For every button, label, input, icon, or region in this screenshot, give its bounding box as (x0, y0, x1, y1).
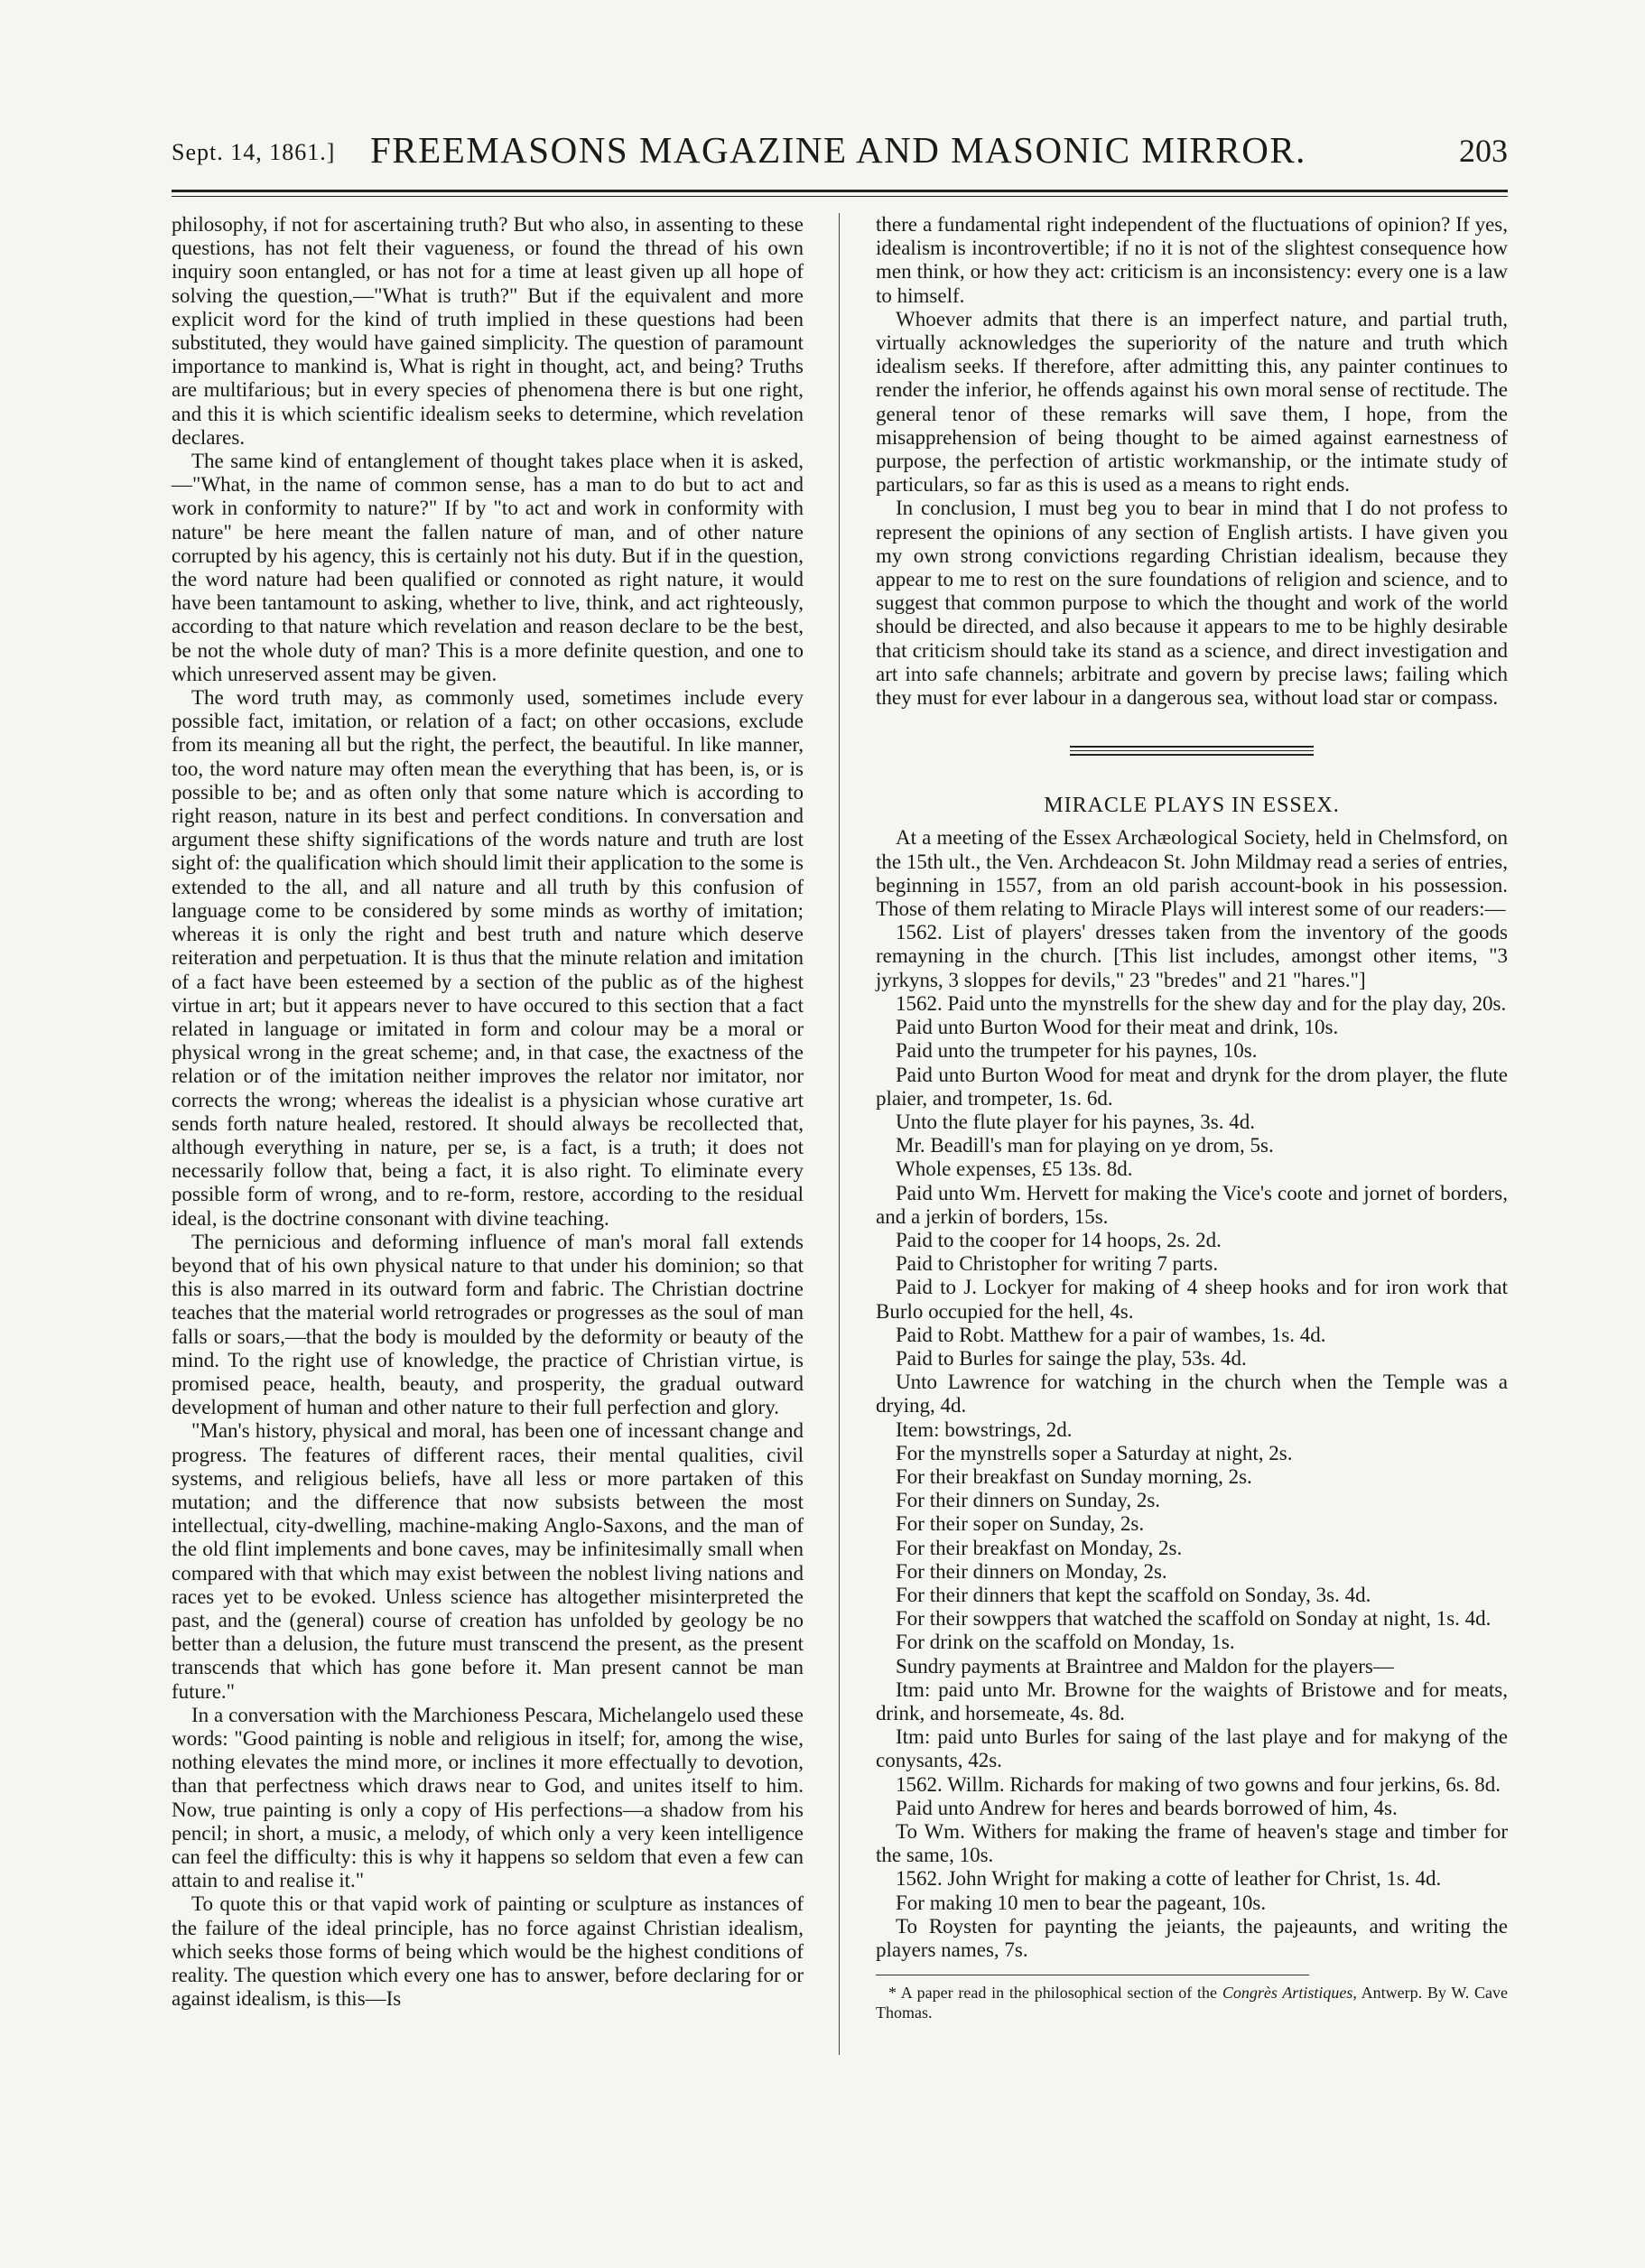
section-title: MIRACLE PLAYS IN ESSEX. (1044, 794, 1340, 818)
paragraph: there a fundamental right independent of the fluctuations of opinion? If yes, idealism is incontrovertible; if no it is not of the slightest consequence how men think, or how they act: criticism is an inconsistency: every one is a law to himself. (876, 213, 1508, 307)
account-entry: Paid unto Andrew for heres and beards borrowed of him, 4s. (896, 1796, 1398, 1819)
masthead-rule-thin (172, 196, 1508, 197)
account-entry: Paid to Burles for sainge the play, 53s. 4d. (896, 1346, 1247, 1370)
account-entry: Paid to J. Lockyer for making of 4 sheep hooks and for iron work that Burlo occupied for the hell, 4s. (876, 1276, 1508, 1323)
account-entry: For their dinners on Monday, 2s. (896, 1559, 1167, 1583)
account-entry: For their breakfast on Monday, 2s. (896, 1536, 1183, 1559)
left-column (172, 213, 804, 2011)
account-entry: For drink on the scaffold on Monday, 1s. (896, 1631, 1235, 1654)
paragraph: The word truth may, as commonly used, sometimes include every possible fact, imitation, or relation of a fact; on other occasions, exclude from its meaning all but the right, the perfect, the beautiful. In like manner, too, the word nature may often mean the everything that has been, is, or is possible to be; and as often only that some nature which is according to right reason, nature in its best and perfect conditions. In conversation and argument these shifty significations of the words nature and truth are lost sight of: the qualification which should limit their application to the some is extended to the all, and all nature and all truth by this confusion of language come to be considered by some minds as worthy of imitation; whereas it is only the right and best truth and nature which deserve reiteration and perpetuation. It is thus that the minute relation and imitation of a fact have been esteemed by a section of the public as of the highest virtue in art; but it appears never to have occured to this section that a fact related in language or imitated in form and colour may be a moral or physical wrong in the great scheme; and, in that case, the exactness of the relation or of the imitation neither improves the relator nor imitator, nor corrects the wrong; whereas the idealist is a physician whose curative art sends forth nature healed, restored. It should always be recollected that, although everything in nature, per se, is a fact, is a truth; it does not necessarily follow that, being a fact, it is also right. To eliminate every possible form of wrong, and to re-form, restore, according to the residual ideal, is the doctrine consonant with divine teaching. (172, 686, 804, 1230)
account-entry: Sundry payments at Braintree and Maldon for the players— (896, 1654, 1394, 1678)
account-entry: Unto the flute player for his paynes, 3s. 4d. (896, 1110, 1255, 1133)
account-entry: To Wm. Withers for making the frame of heaven's stage and timber for the same, 10s. (876, 1820, 1508, 1867)
account-entry: To Roysten for paynting the jeiants, the pajeaunts, and writing the players names, 7s. (876, 1914, 1508, 1962)
page-number: 203 (1459, 133, 1508, 169)
footnote (876, 1983, 1508, 2022)
account-entry: Paid to Robt. Matthew for a pair of wambes, 1s. 4d. (896, 1323, 1326, 1346)
footnote-prefix: * A paper read in the philosophical section of the (888, 1984, 1222, 2003)
account-entry: 1562. Willm. Richards for making of two gowns and four jerkins, 6s. 8d. (896, 1772, 1501, 1796)
column-divider (839, 213, 840, 2055)
account-entry: Paid to Christopher for writing 7 parts. (896, 1252, 1219, 1276)
account-entry: Paid unto Burton Wood for their meat and drink, 10s. (896, 1016, 1339, 1039)
issue-date: Sept. 14, 1861.] (172, 139, 336, 165)
account-entry: For their breakfast on Sunday morning, 2s. (896, 1464, 1252, 1488)
account-entry: Paid unto the trumpeter for his paynes, 10s. (896, 1039, 1258, 1063)
account-entry: Paid unto Burton Wood for meat and drynk for the drom player, the flute plaier, and trompeter, 1s. 6d. (876, 1063, 1508, 1110)
account-entry: Itm: paid unto Mr. Browne for the waights of Bristowe and for meats, drink, and horsemeate, 4s. 8d. (876, 1678, 1508, 1724)
masthead-rule (172, 190, 1508, 192)
account-entry: Mr. Beadill's man for playing on ye drom, 5s. (896, 1134, 1274, 1157)
account-entry: Whole expenses, £5 13s. 8d. (896, 1157, 1133, 1181)
paragraph: Whoever admits that there is an imperfect nature, and partial truth, virtually acknowledges the superiority of the nature and truth which idealism seeks. If therefore, after admitting this, any painter continues to render the inferior, he offends against his own moral sense of rectitude. The general tenor of these remarks will save them, I hope, from the misapprehension of being thought to be aimed against earnestness of purpose, the perfection of artistic workmanship, or the intimate study of particulars, so far as this is used as a means to right ends. (876, 307, 1508, 497)
account-entry: For the mynstrells soper a Saturday at night, 2s. (896, 1441, 1293, 1464)
footnote-italic: Congrès Artistiques (1222, 1984, 1353, 2003)
account-entries (876, 921, 1508, 1962)
paragraph: The pernicious and deforming influence of man's moral fall extends beyond that of his own physical nature to that under his dominion; so that this is also marred in its outward form and fabric. The Christian doctrine teaches that the material world retrogrades or progresses as the soul of man falls or soars,—that the body is moulded by the deformity or beauty of the mind. To the right use of knowledge, the practice of Christian virtue, is promised peace, health, beauty, and prosperity, the gradual outward development of human and other nature to their full perfection and glory. (172, 1230, 804, 1419)
account-entry: 1562. List of players' dresses taken from the inventory of the goods remayning in the church. [This list includes, amongst other items, "3 jyrkyns, 3 sloppes for devils," 23 "bredes" and 21 "hares."] (876, 921, 1508, 991)
paragraph: "Man's history, physical and moral, has been one of incessant change and progress. The features of different races, their mental qualities, civil systems, and religious beliefs, have all less or more partaken of this mutation; and the difference that now subsists between the most intellectual, city-dwelling, machine-making Anglo-Saxons, and the man of the old flint implements and bone caves, may be infinitesimally small when compared with that which may exist between the noblest living nations and races yet to be evoked. Unless science has altogether misinterpreted the past, and the (general) course of creation has unfolded by geology be no better than a delusion, the future must transcend the present, as the present transcends that which has gone before it. Man present cannot be man future." (172, 1419, 804, 1703)
account-entry: For their dinners on Sunday, 2s. (896, 1489, 1161, 1512)
account-entry: 1562. Paid unto the mynstrells for the shew day and for the play day, 20s. (896, 991, 1507, 1015)
account-entry: For their dinners that kept the scaffold on Sonday, 3s. 4d. (896, 1583, 1371, 1606)
publication-title: FREEMASONS MAGAZINE AND MASONIC MIRROR. (370, 129, 1306, 171)
account-entry: Unto Lawrence for watching in the church when the Temple was a drying, 4d. (876, 1371, 1508, 1418)
section-separator (1070, 746, 1314, 756)
paragraph: In a conversation with the Marchioness Pescara, Michelangelo used these words: "Good painting is noble and religious in itself; for, among the wise, nothing elevates the mind more, or inclines it more effectually to devotion, than that perfectness which draws near to God, and unites itself to him. Now, true painting is only a copy of His perfections—a shadow from his pencil; in short, a music, a melody, of which only a very keen intelligence can feel the difficulty: this is why it happens so seldom that even a few can attain to and realise it." (172, 1703, 804, 1892)
paragraph: philosophy, if not for ascertaining truth? But who also, in assenting to these questions, has not felt their vagueness, or found the thread of his own inquiry soon entangled, or has not for a time at least given up all hope of solving the question,—"What is truth?" But if the equivalent and more explicit word for the kind of truth implied in these questions had been substituted, they would have gained simplicity. The question of paramount importance to mankind is, What is right in thought, act, and being? Truths are multifarious; but in every species of phenomena there is but one right, and this it is which scientific idealism seeks to determine, which revelation declares. (172, 213, 804, 449)
section-intro: At a meeting of the Essex Archæological Society, held in Chelmsford, on the 15th ult., the Ven. Archdeacon St. John Mildmay read a series of entries, beginning in 1557, from an old parish account-book in his possession. Those of them relating to Miracle Plays will interest some of our readers:— (876, 826, 1508, 921)
paragraph: In conclusion, I must beg you to bear in mind that I do not profess to represent the opinions of any section of English artists. I have given you my own strong convictions regarding Christian idealism, because they appear to me to rest on the sure foundations of religion and science, and to suggest that common purpose to which the thought and work of the world should be directed, and also because it appears to me to be highly desirable that criticism should take its stand as a science, and direct investigation and art into safe channels; arbitrate and govern by precise laws; failing which they must for ever labour in a dangerous sea, without load star or compass. (876, 497, 1508, 710)
paragraph: The same kind of entanglement of thought takes place when it is asked,—"What, in the name of common sense, has a man to do but to act and work in conformity to nature?" If by "to act and work in conformity with nature" be here meant the fallen nature of man, and of other nature corrupted by his agency, this is certainly not his duty. But if in the question, the word nature had been qualified or connoted as right nature, it would have been tantamount to asking, whether to live, think, and act righteously, according to that nature which revelation and reason declare to be the best, be not the whole duty of man? This is a more definite question, and one to which unreserved assent may be given. (172, 450, 804, 685)
right-column (876, 213, 1508, 2022)
account-entry: For their sowppers that watched the scaffold on Sonday at night, 1s. 4d. (896, 1607, 1492, 1631)
account-entry: Itm: paid unto Burles for saing of the last playe and for makyng of the conysants, 42s. (876, 1725, 1508, 1772)
paragraph: To quote this or that vapid work of painting or sculpture as instances of the failure of the ideal principle, has no force against Christian idealism, which seeks those forms of being which would be the highest conditions of reality. The question which every one has to answer, before declaring for or against idealism, is this—Is (172, 1892, 804, 2011)
footnote-suffix: , Antwerp. By W. Cave Thomas. (876, 1984, 1508, 2022)
account-entry: Item: bowstrings, 2d. (896, 1418, 1073, 1441)
account-entry: For their soper on Sunday, 2s. (896, 1512, 1145, 1536)
account-entry: Paid to the cooper for 14 hoops, 2s. 2d. (896, 1228, 1222, 1251)
masthead (172, 126, 1508, 181)
account-entry: 1562. John Wright for making a cotte of leather for Christ, 1s. 4d. (896, 1867, 1442, 1891)
account-entry: For making 10 men to bear the pageant, 10s. (896, 1891, 1267, 1914)
account-entry: Paid unto Wm. Hervett for making the Vice's coote and jornet of borders, and a jerkin of borders, 15s. (876, 1181, 1508, 1228)
